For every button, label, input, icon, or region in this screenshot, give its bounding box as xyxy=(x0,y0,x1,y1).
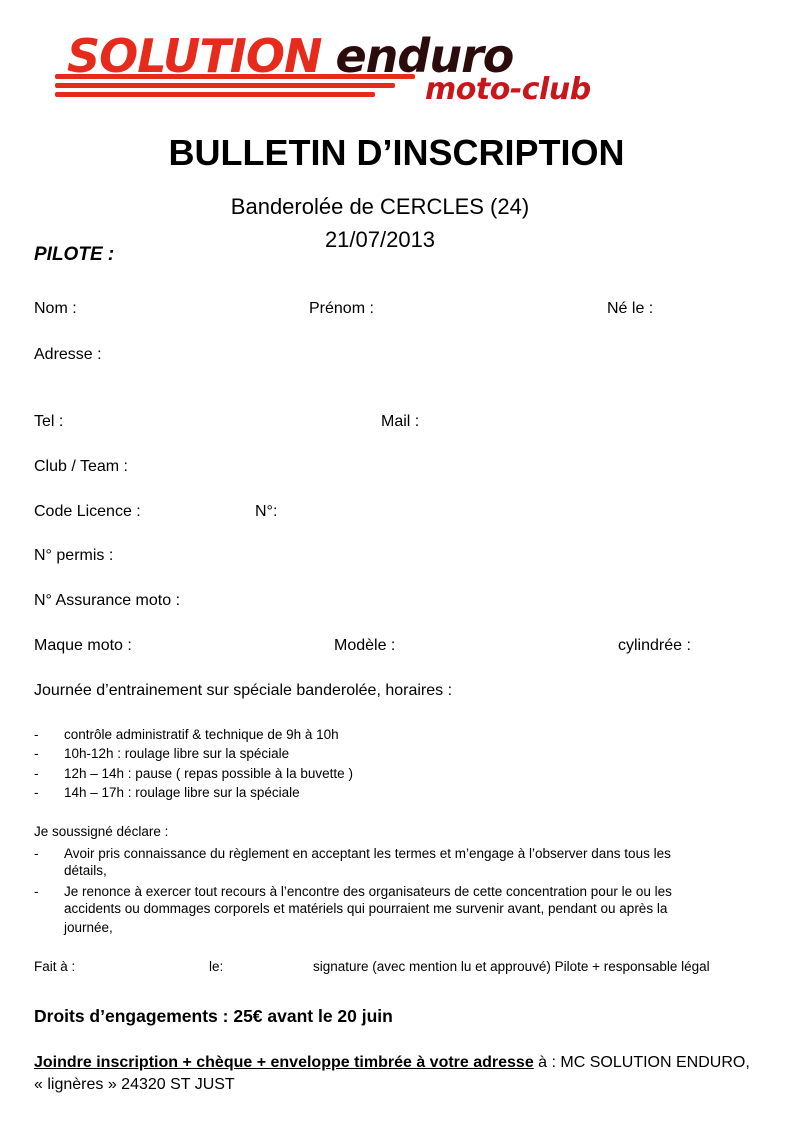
logo-enduro: enduro xyxy=(335,29,514,83)
club-logo xyxy=(55,30,725,108)
logo-stripe xyxy=(55,83,395,88)
signature-label: signature (avec mention lu et approuvé) Pilote + responsable légal xyxy=(313,959,710,974)
field-cylindree: cylindrée : xyxy=(618,637,691,654)
field-fait-a: Fait à : xyxy=(34,959,76,974)
fees-text: Droits d’engagements : 25€ avant le 20 juin xyxy=(34,1006,393,1026)
field-le: le: xyxy=(209,959,224,974)
field-tel: Tel : xyxy=(34,413,64,430)
logo-moto-club: moto-club xyxy=(425,72,591,107)
field-club: Club / Team : xyxy=(34,458,128,475)
field-nom: Nom : xyxy=(34,300,77,317)
field-ne-le: Né le : xyxy=(607,300,654,317)
field-marque: Maque moto : xyxy=(34,637,132,654)
schedule-intro: Journée d’entrainement sur spéciale banderolée, horaires : xyxy=(34,682,453,699)
event-name: Banderolée de CERCLES (24) xyxy=(230,194,530,219)
logo-solution: SOLUTION xyxy=(67,29,322,83)
join-rest: à : MC SOLUTION ENDURO, xyxy=(533,1054,750,1071)
field-mail: Mail : xyxy=(381,413,420,430)
declaration-intro: Je soussigné déclare : xyxy=(34,824,169,839)
field-prenom: Prénom : xyxy=(309,300,374,317)
field-numero-licence: N°: xyxy=(255,503,278,520)
list-item-continuation: détails, xyxy=(64,863,107,878)
page-title: BULLETIN D’INSCRIPTION xyxy=(168,132,625,173)
event-date: 21/07/2013 xyxy=(324,227,436,252)
field-modele: Modèle : xyxy=(334,637,396,654)
list-item-continuation: accidents ou dommages corporels et matériels qui pourraient me survenir avant, pendant ou après la xyxy=(64,901,668,916)
list-item-continuation: journée, xyxy=(64,920,113,935)
join-underlined: Joindre inscription + chèque + enveloppe timbrée à votre adresse xyxy=(34,1054,534,1071)
join-instructions xyxy=(34,1052,750,1096)
logo-stripe xyxy=(55,92,375,97)
join-address: « lignères » 24320 ST JUST xyxy=(34,1076,235,1093)
field-code-licence: Code Licence : xyxy=(34,503,141,520)
field-permis: N° permis : xyxy=(34,547,114,564)
section-pilote: PILOTE : xyxy=(34,244,115,265)
field-adresse: Adresse : xyxy=(34,346,102,363)
field-assurance: N° Assurance moto : xyxy=(34,592,181,609)
